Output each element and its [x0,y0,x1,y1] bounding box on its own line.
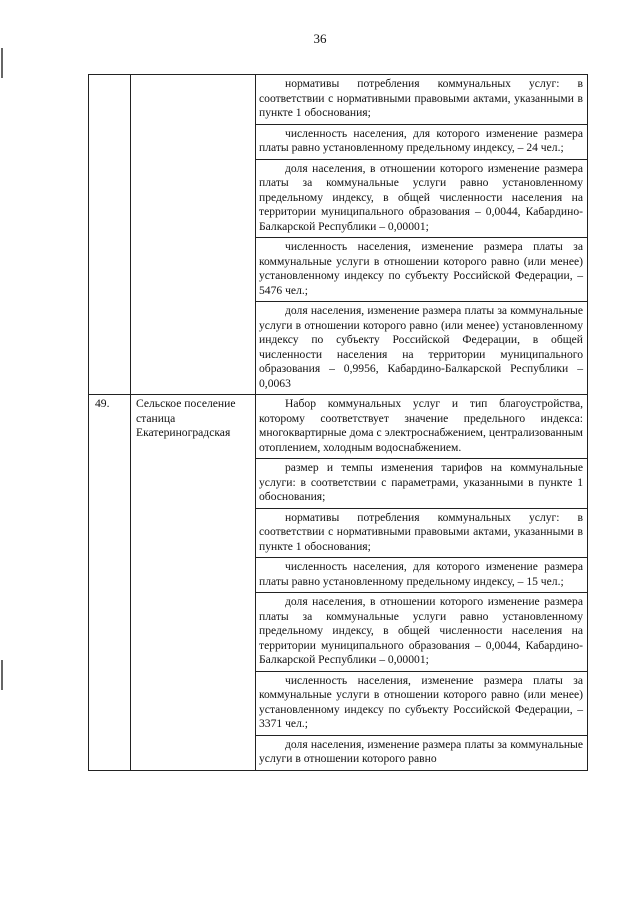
detail-paragraph: доля населения, изменение размера платы за коммунальные услуги в отношении которого равно (или менее) установленному индексу по субъекту Российской Федерации, в общей численности населения на территории муниципального образования – 0,9956, Кабардино-Балкарской Республики – 0,0063 [259,304,583,390]
row-number [89,75,131,395]
margin-mark-bottom [1,660,3,690]
row-location [131,75,256,395]
detail-paragraph: численность населения, для которого изменение размера платы равно установленному предельному индексу, – 24 чел.; [256,125,587,160]
detail-paragraph: Набор коммунальных услуг и тип благоустройства, которому соответствует значение предельного индекса: многоквартирные дома с электроснабжением, централизованным отоплением, холодным водоснабжением. [256,395,587,459]
row-details [256,395,588,771]
page-number: 36 [313,31,327,46]
detail-paragraph: нормативы потребления коммунальных услуг: в соответствии с нормативными правовыми актами, указанными в пункте 1 обоснования; [256,509,587,559]
row-number: 49. [89,395,131,771]
table-row [89,75,588,395]
detail-paragraph: нормативы потребления коммунальных услуг: в соответствии с нормативными правовыми актами, указанными в пункте 1 обоснования; [256,75,587,125]
detail-paragraph: размер и темпы изменения тарифов на коммунальные услуги: в соответствии с параметрами, указанными в пункте 1 обоснования; [256,459,587,509]
table-row [89,395,588,771]
detail-paragraph: численность населения, изменение размера платы за коммунальные услуги в отношении которого равно (или менее) установленному индексу по субъекту Российской Федерации, – 3371 чел.; [256,672,587,736]
detail-paragraph: доля населения, в отношении которого изменение размера платы за коммунальные услуги равно установленному предельному индексу, в общей численности населения на территории муниципального образования – 0,0044, Кабардино-Балкарской Республики – 0,00001; [256,593,587,672]
margin-mark-top [1,48,3,78]
detail-paragraph: доля населения, изменение размера платы за коммунальные услуги в отношении которого равно [259,737,583,765]
row-details [256,75,588,395]
detail-paragraph: численность населения, изменение размера платы за коммунальные услуги в отношении которого равно (или менее) установленному индексу по субъекту Российской Федерации, – 5476 чел.; [256,238,587,302]
row-location: Сельское поселение станица Екатериноградская [131,395,256,771]
detail-paragraph: численность населения, для которого изменение размера платы равно установленному предельному индексу, – 15 чел.; [256,558,587,593]
detail-paragraph: доля населения, в отношении которого изменение размера платы за коммунальные услуги равно установленному предельному индексу, в общей численности населения на территории муниципального образования – 0,0044, Кабардино-Балкарской Республики – 0,00001; [256,160,587,239]
indicators-table [88,74,588,771]
